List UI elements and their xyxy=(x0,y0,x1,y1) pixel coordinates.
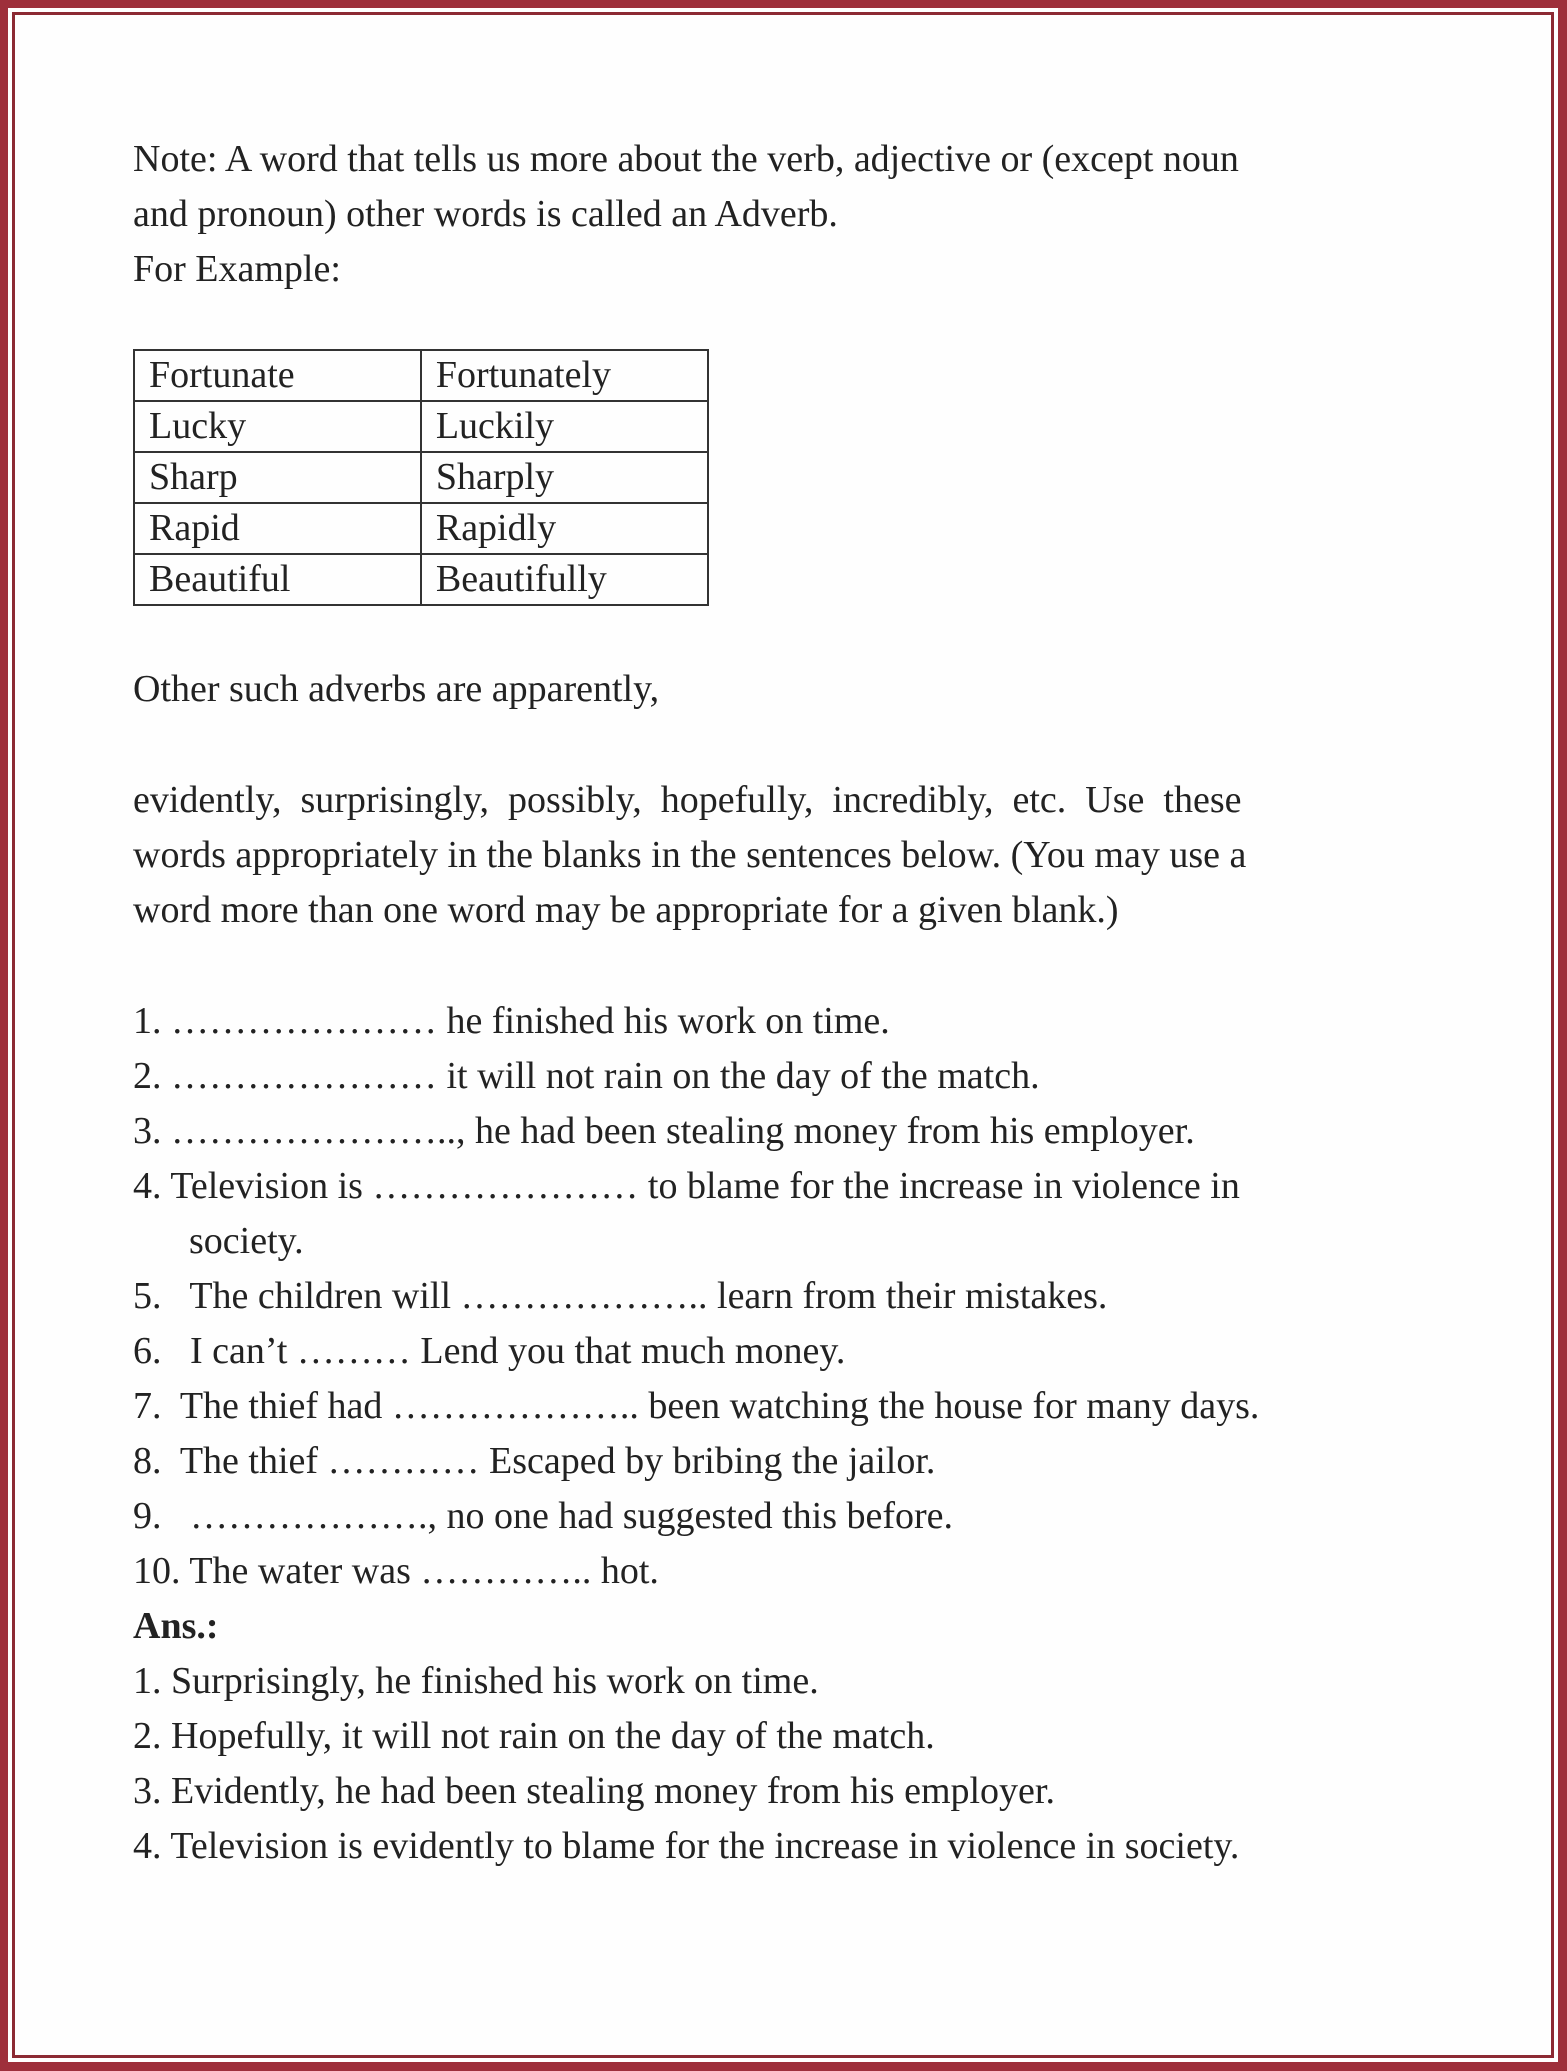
table-cell-adverb: Beautifully xyxy=(421,554,708,605)
answer-item: 4. Television is evidently to blame for the increase in violence in society. xyxy=(133,1825,1240,1867)
exercise-list xyxy=(133,994,1433,1599)
note-line-2: and pronoun) other words is called an Adverb. xyxy=(133,193,838,235)
table-cell-adjective: Rapid xyxy=(134,503,421,554)
table-cell-adjective: Fortunate xyxy=(134,350,421,401)
exercise-item: 9. ………………., no one had suggested this before. xyxy=(133,1495,954,1537)
table-cell-adjective: Beautiful xyxy=(134,554,421,605)
instruction-line-2: words appropriately in the blanks in the sentences below. (You may use a xyxy=(133,834,1247,876)
spacer xyxy=(133,938,1433,994)
exercise-item: 6. I can’t ……… Lend you that much money. xyxy=(133,1330,846,1372)
answer-item: 1. Surprisingly, he finished his work on time. xyxy=(133,1660,819,1702)
table-row xyxy=(134,401,708,452)
instruction-line-1: evidently, surprisingly, possibly, hopefully, incredibly, etc. Use these xyxy=(133,779,1242,821)
answer-item: 2. Hopefully, it will not rain on the day of the match. xyxy=(133,1715,935,1757)
exercise-item: 8. The thief ………… Escaped by bribing the jailor. xyxy=(133,1440,936,1482)
answer-list xyxy=(133,1654,1433,1874)
table-cell-adverb: Sharply xyxy=(421,452,708,503)
table-cell-adverb: Fortunately xyxy=(421,350,708,401)
exercise-item: 5. The children will ……………….. learn from their mistakes. xyxy=(133,1275,1108,1317)
exercise-item: 2. ………………… it will not rain on the day of the match. xyxy=(133,1055,1040,1097)
answer-item: 3. Evidently, he had been stealing money from his employer. xyxy=(133,1770,1055,1812)
instruction-line-3: word more than one word may be appropriate for a given blank.) xyxy=(133,889,1119,931)
spacer xyxy=(133,297,1433,349)
document-page xyxy=(133,132,1433,1874)
table-row xyxy=(134,554,708,605)
example-label: For Example: xyxy=(133,248,341,290)
spacer xyxy=(133,717,1433,773)
table-row xyxy=(134,503,708,554)
spacer xyxy=(133,606,1433,662)
exercise-item: 4. Television is ………………… to blame for the increase in violence in xyxy=(133,1165,1240,1207)
table-row xyxy=(134,350,708,401)
table-row xyxy=(134,452,708,503)
exercise-item: 10. The water was ………….. hot. xyxy=(133,1550,659,1592)
exercise-item-continuation: society. xyxy=(189,1220,304,1262)
adjective-adverb-table xyxy=(133,349,709,606)
other-adverbs-line: Other such adverbs are apparently, xyxy=(133,668,660,710)
answers-heading: Ans.: xyxy=(133,1605,219,1647)
note-line-1: Note: A word that tells us more about the verb, adjective or (except noun xyxy=(133,138,1239,180)
exercise-item: 3. ………………….., he had been stealing money from his employer. xyxy=(133,1110,1195,1152)
table-cell-adverb: Rapidly xyxy=(421,503,708,554)
table-cell-adverb: Luckily xyxy=(421,401,708,452)
exercise-item: 1. ………………… he finished his work on time. xyxy=(133,1000,890,1042)
table-cell-adjective: Sharp xyxy=(134,452,421,503)
exercise-item: 7. The thief had ……………….. been watching the house for many days. xyxy=(133,1385,1260,1427)
table-cell-adjective: Lucky xyxy=(134,401,421,452)
